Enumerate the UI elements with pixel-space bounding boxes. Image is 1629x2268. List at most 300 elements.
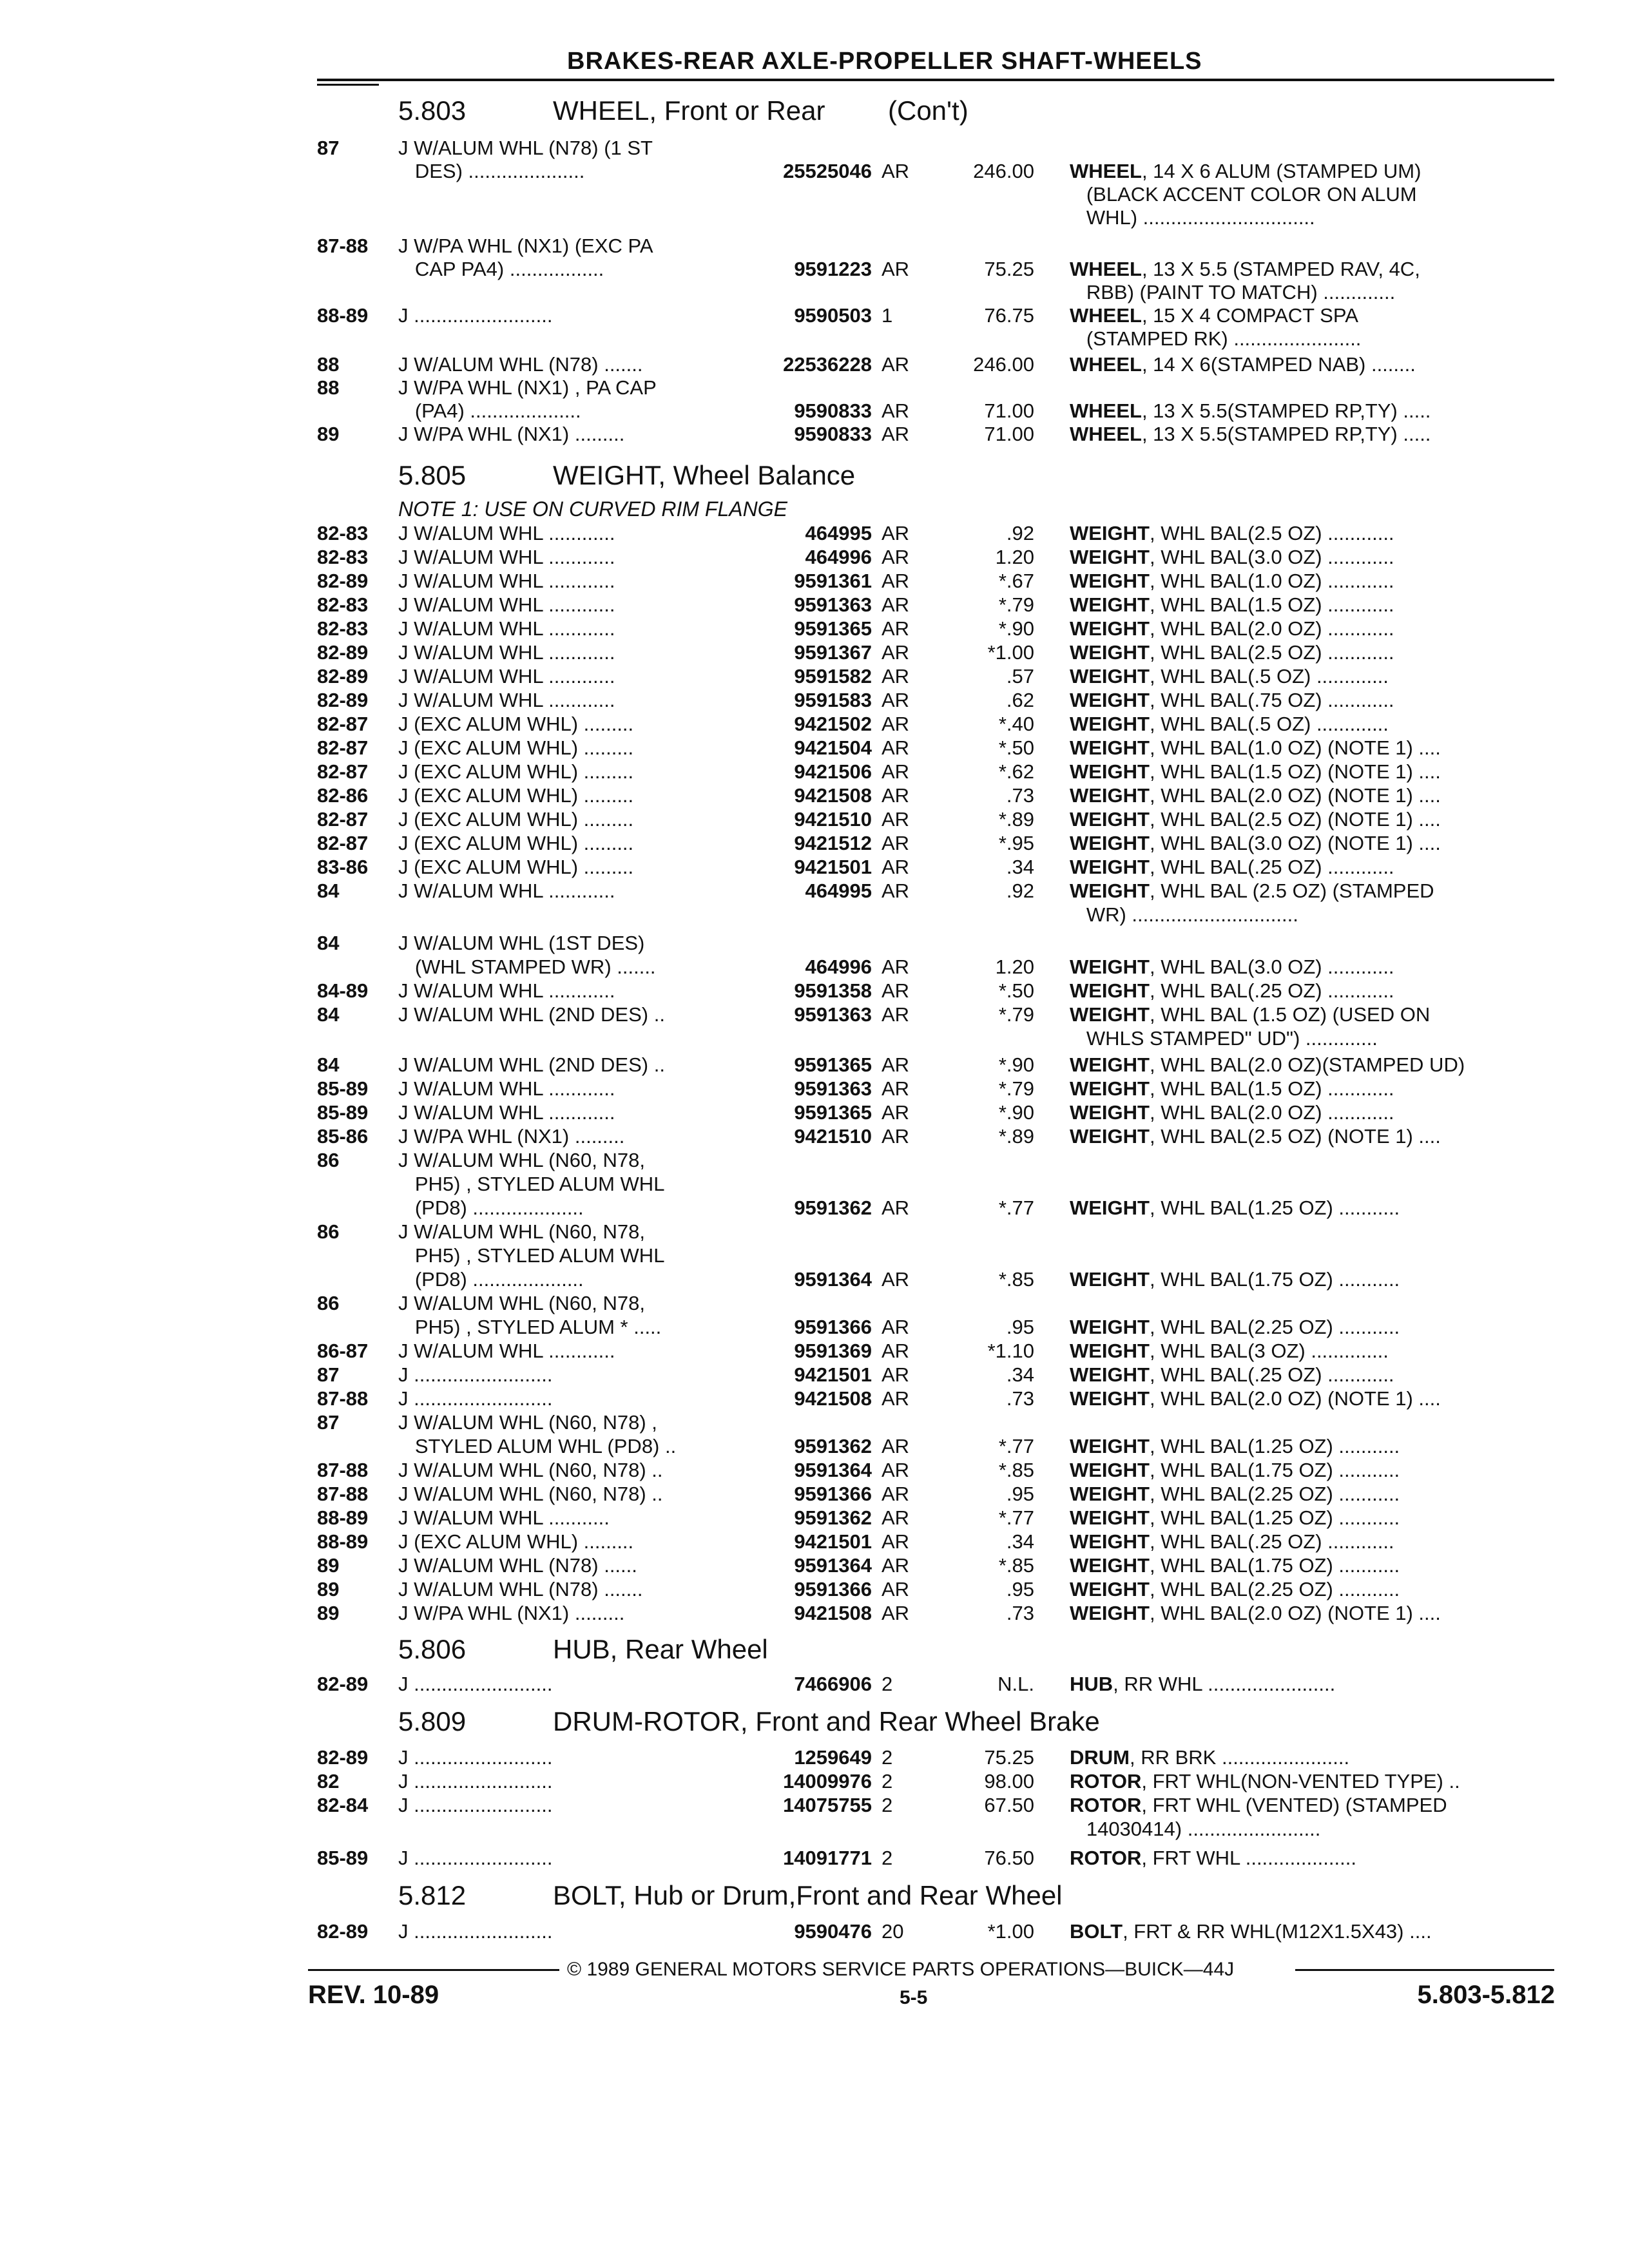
table-row: [0, 1125, 1629, 1149]
part-number: 464995: [805, 522, 872, 544]
table-row: [0, 1794, 1629, 1818]
description: [1070, 1459, 1400, 1482]
quantity: AR: [882, 832, 910, 854]
description-detail: , 15 X 4 COMPACT SPA: [1141, 304, 1358, 327]
description-noun: WEIGHT: [1070, 593, 1150, 616]
model-year: 88-89: [317, 1506, 369, 1529]
application: J W/PA WHL (NX1) (EXC PA: [398, 235, 653, 257]
quantity: AR: [882, 1053, 910, 1076]
footer-rule-right: [1295, 1969, 1554, 1971]
application: J (EXC ALUM WHL) .........: [398, 808, 634, 831]
description: [1070, 1003, 1430, 1026]
table-row: [0, 1554, 1629, 1578]
model-year: 89: [317, 1554, 340, 1577]
part-number: 464996: [805, 546, 872, 568]
description: [1070, 903, 1298, 927]
part-number: 9591369: [794, 1340, 872, 1362]
footer-revision: REV. 10-89: [308, 1981, 439, 2009]
price: *1.00: [987, 641, 1034, 664]
application: J W/ALUM WHL (N60, N78) ..: [398, 1459, 663, 1481]
price: .34: [1006, 1530, 1034, 1553]
application: J W/ALUM WHL ............: [398, 879, 615, 902]
application: J W/PA WHL (NX1) .........: [398, 1125, 625, 1148]
quantity: AR: [882, 1316, 910, 1338]
table-row: [0, 1244, 1629, 1268]
description: [1070, 258, 1420, 281]
quantity: AR: [882, 1196, 910, 1219]
table-row: [0, 206, 1629, 230]
description-noun: ROTOR: [1070, 1770, 1142, 1792]
model-year: 82-89: [317, 689, 369, 711]
description-noun: WHEEL: [1070, 423, 1142, 445]
application: J W/ALUM WHL (N60, N78,: [398, 1220, 645, 1243]
price: .34: [1006, 1363, 1034, 1386]
description-noun: WEIGHT: [1070, 689, 1150, 711]
description-noun: WEIGHT: [1070, 784, 1150, 807]
application: PH5) , STYLED ALUM WHL: [398, 1244, 665, 1267]
description-noun: WEIGHT: [1070, 1554, 1150, 1577]
price: *.95: [998, 832, 1034, 854]
application: J W/ALUM WHL ............: [398, 665, 615, 687]
description-detail: , WHL BAL(1.25 OZ) ...........: [1150, 1506, 1400, 1529]
description-noun: WEIGHT: [1070, 1101, 1150, 1124]
table-row: [0, 1483, 1629, 1506]
description: [1070, 570, 1394, 593]
description-noun: WHEEL: [1070, 353, 1142, 376]
footer-rule-left: [308, 1969, 559, 1971]
application: PH5) , STYLED ALUM * .....: [398, 1316, 662, 1338]
description-detail: , FRT WHL ....................: [1141, 1847, 1356, 1869]
application: J .........................: [398, 1673, 553, 1695]
application: J W/ALUM WHL (2ND DES) ..: [398, 1003, 665, 1026]
application: J W/ALUM WHL ............: [398, 593, 615, 616]
description-noun: WEIGHT: [1070, 1602, 1150, 1624]
description-detail: , 13 X 5.5 (STAMPED RAV, 4C,: [1141, 258, 1420, 280]
price: 75.25: [984, 258, 1034, 280]
price: *.50: [998, 736, 1034, 759]
application: J W/ALUM WHL (N78) .......: [398, 1578, 643, 1600]
quantity: AR: [882, 546, 910, 568]
description: [1070, 1363, 1394, 1387]
quantity: 2: [882, 1673, 893, 1695]
part-number: 9591362: [794, 1196, 872, 1219]
table-row: [0, 689, 1629, 713]
section-heading: [398, 1634, 1300, 1666]
description: [1070, 641, 1394, 664]
model-year: 86: [317, 1220, 340, 1243]
table-row: [0, 1602, 1629, 1626]
price: *.50: [998, 979, 1034, 1002]
price: 76.50: [984, 1847, 1034, 1869]
table-row: [0, 1818, 1629, 1841]
table-row: [0, 1506, 1629, 1530]
description-detail: , WHL BAL(1.5 OZ) ............: [1150, 1077, 1394, 1100]
description-detail: WHL) ...............................: [1070, 206, 1315, 229]
description: [1070, 1794, 1447, 1817]
description-noun: WEIGHT: [1070, 1435, 1150, 1457]
table-row: [0, 1530, 1629, 1554]
description-noun: WEIGHT: [1070, 1053, 1150, 1076]
description: [1070, 1340, 1389, 1363]
application: (PA4) ....................: [398, 399, 581, 422]
footer-section-range: 5.803-5.812: [1417, 1981, 1555, 2009]
application: J (EXC ALUM WHL) .........: [398, 760, 634, 783]
table-row: [0, 760, 1629, 784]
quantity: 2: [882, 1770, 893, 1792]
description-noun: WEIGHT: [1070, 856, 1150, 878]
quantity: AR: [882, 1363, 910, 1386]
description-detail: , WHL BAL(1.5 OZ) (NOTE 1) ....: [1150, 760, 1441, 783]
part-number: 9591582: [794, 665, 872, 687]
table-row: [0, 1411, 1629, 1435]
description-noun: WEIGHT: [1070, 1459, 1150, 1481]
table-row: [0, 399, 1629, 423]
quantity: 20: [882, 1920, 904, 1943]
price: .95: [1006, 1578, 1034, 1600]
quantity: AR: [882, 1268, 910, 1291]
part-number: 14091771: [783, 1847, 872, 1869]
description-detail: , WHL BAL(2.25 OZ) ...........: [1150, 1483, 1400, 1505]
price: *.89: [998, 1125, 1034, 1148]
table-row: [0, 570, 1629, 593]
price: N.L.: [998, 1673, 1034, 1695]
description: [1070, 1746, 1349, 1769]
description-noun: WEIGHT: [1070, 546, 1150, 568]
table-row: [0, 281, 1629, 305]
part-number: 9591363: [794, 593, 872, 616]
part-number: 9591583: [794, 689, 872, 711]
section-number: 5.809: [398, 1706, 467, 1736]
application: J W/ALUM WHL ............: [398, 1077, 615, 1100]
table-row: [0, 160, 1629, 184]
price: .62: [1006, 689, 1034, 711]
part-number: 9421508: [794, 1387, 872, 1410]
description-noun: HUB: [1070, 1673, 1113, 1695]
table-row: [0, 1196, 1629, 1220]
description: [1070, 353, 1416, 376]
description: [1070, 399, 1431, 423]
table-row: [0, 736, 1629, 760]
description-detail: RBB) (PAINT TO MATCH) .............: [1070, 281, 1396, 303]
table-row: [0, 353, 1629, 377]
price: 246.00: [973, 353, 1034, 376]
quantity: AR: [882, 423, 910, 445]
description: [1070, 522, 1394, 545]
price: 1.20: [995, 956, 1034, 978]
model-year: 82-87: [317, 808, 369, 831]
price: .73: [1006, 1387, 1034, 1410]
description-detail: WHLS STAMPED" UD") .............: [1070, 1027, 1378, 1050]
application: J (EXC ALUM WHL) .........: [398, 856, 634, 878]
section-title: WHEEL, Front or Rear: [553, 95, 825, 126]
table-row: [0, 522, 1629, 546]
application: J (EXC ALUM WHL) .........: [398, 784, 634, 807]
table-row: [0, 1363, 1629, 1387]
part-number: 9591361: [794, 570, 872, 592]
part-number: 9591367: [794, 641, 872, 664]
application: J W/ALUM WHL (N78) .......: [398, 353, 643, 376]
price: *.90: [998, 617, 1034, 640]
price: .95: [1006, 1483, 1034, 1505]
part-number: 9421510: [794, 808, 872, 831]
model-year: 82-86: [317, 784, 369, 807]
model-year: 87: [317, 137, 340, 159]
application: J (EXC ALUM WHL) .........: [398, 736, 634, 759]
description-noun: WEIGHT: [1070, 1506, 1150, 1529]
description-detail: , WHL BAL(2.5 OZ) ............: [1150, 522, 1394, 544]
part-number: 7466906: [794, 1673, 872, 1695]
table-row: [0, 423, 1629, 447]
description-detail: , WHL BAL(1.5 OZ) ............: [1150, 593, 1394, 616]
model-year: 85-89: [317, 1101, 369, 1124]
price: *.67: [998, 570, 1034, 592]
description-detail: , WHL BAL(2.0 OZ)(STAMPED UD): [1150, 1053, 1465, 1076]
model-year: 86: [317, 1292, 340, 1314]
table-row: [0, 1459, 1629, 1483]
description-noun: WEIGHT: [1070, 1483, 1150, 1505]
description-detail: , WHL BAL(1.0 OZ) ............: [1150, 570, 1394, 592]
application: J W/ALUM WHL ............: [398, 522, 615, 544]
description-detail: , WHL BAL(.25 OZ) ............: [1150, 856, 1394, 878]
price: 76.75: [984, 304, 1034, 327]
model-year: 82-87: [317, 760, 369, 783]
price: *.90: [998, 1053, 1034, 1076]
table-row: [0, 593, 1629, 617]
description: [1070, 760, 1441, 783]
quantity: AR: [882, 1459, 910, 1481]
quantity: AR: [882, 956, 910, 978]
part-number: 9591366: [794, 1316, 872, 1338]
quantity: AR: [882, 641, 910, 664]
model-year: 83-86: [317, 856, 369, 878]
description: [1070, 784, 1441, 807]
price: *.79: [998, 1003, 1034, 1026]
footer-page-number: 5-5: [900, 1987, 928, 2008]
model-year: 87-88: [317, 1483, 369, 1505]
section-note: NOTE 1: USE ON CURVED RIM FLANGE: [398, 497, 787, 521]
quantity: AR: [882, 1506, 910, 1529]
application: J W/ALUM WHL ............: [398, 546, 615, 568]
application: J .........................: [398, 1387, 553, 1410]
price: .92: [1006, 522, 1034, 544]
description: [1070, 1483, 1400, 1506]
quantity: AR: [882, 808, 910, 831]
quantity: AR: [882, 1125, 910, 1148]
model-year: 82-83: [317, 617, 369, 640]
part-number: 9591358: [794, 979, 872, 1002]
application: J W/ALUM WHL (2ND DES) ..: [398, 1053, 665, 1076]
description-noun: WEIGHT: [1070, 1268, 1150, 1291]
price: .92: [1006, 879, 1034, 902]
quantity: AR: [882, 713, 910, 735]
description-noun: WEIGHT: [1070, 713, 1150, 735]
application: (PD8) ....................: [398, 1268, 584, 1291]
model-year: 85-89: [317, 1077, 369, 1100]
part-number: 9591364: [794, 1268, 872, 1291]
table-row: [0, 641, 1629, 665]
description: [1070, 713, 1389, 736]
table-row: [0, 1220, 1629, 1244]
quantity: AR: [882, 1340, 910, 1362]
table-row: [0, 956, 1629, 979]
description: [1070, 1554, 1400, 1577]
model-year: 84: [317, 932, 340, 954]
application: J W/ALUM WHL (N78) ......: [398, 1554, 637, 1577]
table-row: [0, 979, 1629, 1003]
application: J .........................: [398, 1363, 553, 1386]
description-detail: , WHL BAL(.25 OZ) ............: [1150, 979, 1394, 1002]
description-detail: , WHL BAL(2.0 OZ) (NOTE 1) ....: [1150, 1387, 1441, 1410]
description: [1070, 856, 1394, 879]
application: J .........................: [398, 1746, 553, 1769]
part-number: 9421512: [794, 832, 872, 854]
application: DES) .....................: [398, 160, 585, 182]
part-number: 464996: [805, 956, 872, 978]
description: [1070, 593, 1394, 617]
description-noun: WEIGHT: [1070, 570, 1150, 592]
quantity: 1: [882, 304, 893, 327]
part-number: 25525046: [783, 160, 872, 182]
application: J W/ALUM WHL (N60, N78,: [398, 1149, 645, 1171]
quantity: AR: [882, 1003, 910, 1026]
description: [1070, 956, 1394, 979]
table-row: [0, 932, 1629, 956]
quantity: AR: [882, 1387, 910, 1410]
table-row: [0, 258, 1629, 282]
description-detail: , WHL BAL(1.25 OZ) ...........: [1150, 1196, 1400, 1219]
price: .73: [1006, 1602, 1034, 1624]
description-noun: BOLT: [1070, 1920, 1123, 1943]
part-number: 9421502: [794, 713, 872, 735]
description: [1070, 1435, 1400, 1458]
model-year: 82-89: [317, 1673, 369, 1695]
section-heading: [398, 1880, 1300, 1912]
description-noun: DRUM: [1070, 1746, 1130, 1769]
description-detail: , WHL BAL (1.5 OZ) (USED ON: [1150, 1003, 1431, 1026]
part-number: 14009976: [783, 1770, 872, 1792]
description-detail: , WHL BAL(2.25 OZ) ...........: [1150, 1316, 1400, 1338]
table-row: [0, 1673, 1629, 1696]
description-noun: WHEEL: [1070, 258, 1142, 280]
description-detail: (BLACK ACCENT COLOR ON ALUM: [1070, 183, 1417, 206]
application: J .........................: [398, 1770, 553, 1792]
description-noun: WEIGHT: [1070, 1387, 1150, 1410]
model-year: 84: [317, 1053, 340, 1076]
table-row: [0, 856, 1629, 879]
description: [1070, 617, 1394, 640]
quantity: AR: [882, 522, 910, 544]
part-number: 9591364: [794, 1554, 872, 1577]
description: [1070, 1673, 1335, 1696]
description-detail: , WHL BAL(.25 OZ) ............: [1150, 1530, 1394, 1553]
table-row: [0, 376, 1629, 400]
table-row: [0, 304, 1629, 328]
model-year: 82-83: [317, 546, 369, 568]
quantity: AR: [882, 665, 910, 687]
quantity: AR: [882, 879, 910, 902]
description: [1070, 1387, 1441, 1410]
description-detail: , 14 X 6(STAMPED NAB) ........: [1141, 353, 1416, 376]
model-year: 89: [317, 1578, 340, 1600]
description: [1070, 1053, 1465, 1077]
application: PH5) , STYLED ALUM WHL: [398, 1173, 665, 1195]
description-noun: WHEEL: [1070, 399, 1142, 422]
description-detail: , WHL BAL(3.0 OZ) ............: [1150, 546, 1394, 568]
application: J W/ALUM WHL ............: [398, 689, 615, 711]
part-number: 9591365: [794, 1101, 872, 1124]
description-noun: WEIGHT: [1070, 736, 1150, 759]
price: 75.25: [984, 1746, 1034, 1769]
part-number: 9421508: [794, 784, 872, 807]
description-noun: WEIGHT: [1070, 1196, 1150, 1219]
table-row: [0, 1173, 1629, 1196]
quantity: 2: [882, 1794, 893, 1816]
description-detail: , WHL BAL(.75 OZ) ............: [1150, 689, 1394, 711]
section-title: BOLT, Hub or Drum,Front and Rear Wheel: [553, 1880, 1063, 1910]
description-noun: WEIGHT: [1070, 760, 1150, 783]
description-noun: WEIGHT: [1070, 1003, 1150, 1026]
description-detail: , WHL BAL(.5 OZ) .............: [1150, 665, 1389, 687]
table-row: [0, 784, 1629, 808]
description-detail: , WHL BAL(1.75 OZ) ...........: [1150, 1554, 1400, 1577]
description-noun: ROTOR: [1070, 1847, 1142, 1869]
application: J W/PA WHL (NX1) , PA CAP: [398, 376, 657, 399]
description: [1070, 206, 1315, 229]
model-year: 89: [317, 423, 340, 445]
description: [1070, 183, 1417, 206]
quantity: AR: [882, 1077, 910, 1100]
model-year: 82-89: [317, 641, 369, 664]
application: J .........................: [398, 1920, 553, 1943]
description: [1070, 1578, 1400, 1601]
price: .73: [1006, 784, 1034, 807]
quantity: AR: [882, 617, 910, 640]
description-detail: , WHL BAL(2.0 OZ) (NOTE 1) ....: [1150, 784, 1441, 807]
model-year: 84: [317, 1003, 340, 1026]
application: (WHL STAMPED WR) .......: [398, 956, 656, 978]
application: J W/ALUM WHL (N78) (1 ST: [398, 137, 653, 159]
application: J W/ALUM WHL (1ST DES): [398, 932, 645, 954]
description-noun: WEIGHT: [1070, 1316, 1150, 1338]
application: J W/ALUM WHL ............: [398, 979, 615, 1002]
model-year: 85-89: [317, 1847, 369, 1869]
description-detail: , WHL BAL(1.75 OZ) ...........: [1150, 1268, 1400, 1291]
part-number: 9591362: [794, 1506, 872, 1529]
quantity: AR: [882, 1602, 910, 1624]
price: *1.00: [987, 1920, 1034, 1943]
description: [1070, 879, 1434, 903]
section-number: 5.803: [398, 95, 467, 126]
page-header-title: BRAKES-REAR AXLE-PROPELLER SHAFT-WHEELS: [567, 48, 1202, 75]
description-noun: WEIGHT: [1070, 1125, 1150, 1148]
description: [1070, 1770, 1460, 1793]
quantity: 2: [882, 1847, 893, 1869]
price: *.79: [998, 1077, 1034, 1100]
price: 67.50: [984, 1794, 1034, 1816]
description-detail: , FRT WHL(NON-VENTED TYPE) ..: [1141, 1770, 1460, 1792]
description: [1070, 546, 1394, 569]
section-title: DRUM-ROTOR, Front and Rear Wheel Brake: [553, 1706, 1100, 1736]
section-number: 5.806: [398, 1634, 467, 1664]
model-year: 87-88: [317, 235, 369, 257]
price: 246.00: [973, 160, 1034, 182]
model-year: 82-89: [317, 665, 369, 687]
application: J .........................: [398, 1794, 553, 1816]
description-noun: WEIGHT: [1070, 665, 1150, 687]
section-title-continued: (Con't): [888, 95, 969, 126]
table-row: [0, 235, 1629, 258]
description-detail: , 13 X 5.5(STAMPED RP,TY) .....: [1141, 423, 1431, 445]
